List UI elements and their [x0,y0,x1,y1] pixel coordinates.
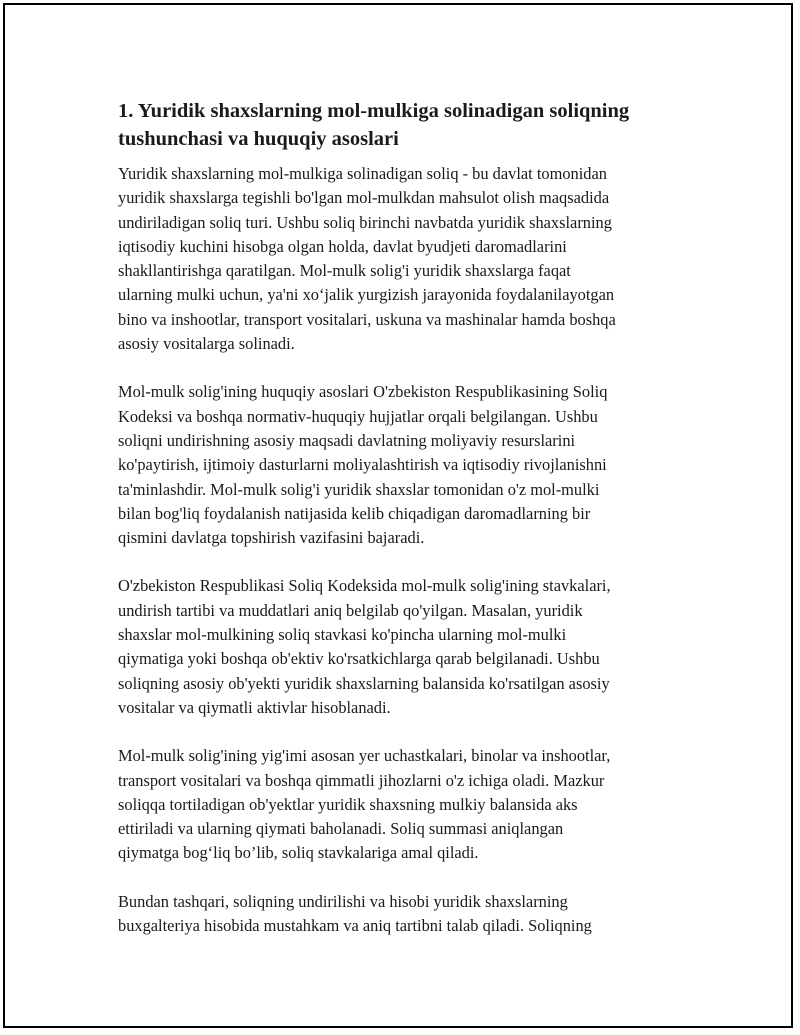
paragraph-accounting: Bundan tashqari, soliqning undirilishi va hisobi yuridik shaxslarning buxgalteriya hisobida mustahkam va aniq tartibni talab qiladi. Soliqning [118,891,592,936]
document-body [118,97,688,962]
paragraph-definition: Yuridik shaxslarning mol-mulkiga solinadigan soliq - bu davlat tomonidan yuridik shaxslarga tegishli bo'lgan mol-mulkdan mahsulot olish maqsadida undiriladigan soliq turi. Ushbu soliq birinchi navbatda yuridik shaxslarning iqtisodiy kuchini hisobga olgan holda, davlat byudjeti daromadlarini shakllantirishga qaratilgan. Mol-mulk solig'i yuridik shaxslarga faqat ularning mulki uchun, ya'ni xo‘jalik yurgizish jarayonida foydalanilayotgan bino va inshootlar, transport vositalari, uskuna va mashinalar hamda boshqa asosiy vositalarga solinadi. [118,164,616,354]
paragraph-tax-code: O'zbekiston Respublikasi Soliq Kodeksida mol-mulk solig'ining stavkalari, undirish tartibi va muddatlari aniq belgilab qo'yilgan. Masalan, yuridik shaxslar mol-mulkining soliq stavkasi ko'pincha ularning mol-mulki qiymatiga yoki boshqa ob'ektiv ko'rsatkichlarga qarab belgilanadi. Ushbu soliqning asosiy ob'yekti yuridik shaxslarning balansida ko'rsatilgan asosiy vositalar va qiymatli aktivlar hisoblanadi. [118,576,611,717]
section-heading: 1. Yuridik shaxslarning mol-mulkiga solinadigan soliqning tushunchasi va huquqiy asoslari [118,100,630,150]
paragraph-tax-objects: Mol-mulk solig'ining yig'imi asosan yer uchastkalari, binolar va inshootlar, transport vositalari va boshqa qimmatli jihozlarni o'z ichiga oladi. Mazkur soliqqa tortiladigan ob'yektlar yuridik shaxsning mulkiy balansida aks ettiriladi va ularning qiymati baholanadi. Soliq summasi aniqlangan qiymatga bog‘liq bo’lib, soliq stavkalariga amal qiladi. [118,746,611,863]
document-page [3,3,793,1028]
paragraph-legal-basis: Mol-mulk solig'ining huquqiy asoslari O'zbekiston Respublikasining Soliq Kodeksi va boshqa normativ-huquqiy hujjatlar orqali belgilangan. Ushbu soliqni undirishning asosiy maqsadi davlatning moliyaviy resurslarini ko'paytirish, ijtimoiy dasturlarni moliyalashtirish va iqtisodiy rivojlanishni ta'minlashdir. Mol-mulk solig'i yuridik shaxslar tomonidan o'z mol-mulki bilan bog'liq foydalanish natijasida kelib chiqadigan daromadlarning bir qismini davlatga topshirish vazifasini bajaradi. [118,382,608,548]
